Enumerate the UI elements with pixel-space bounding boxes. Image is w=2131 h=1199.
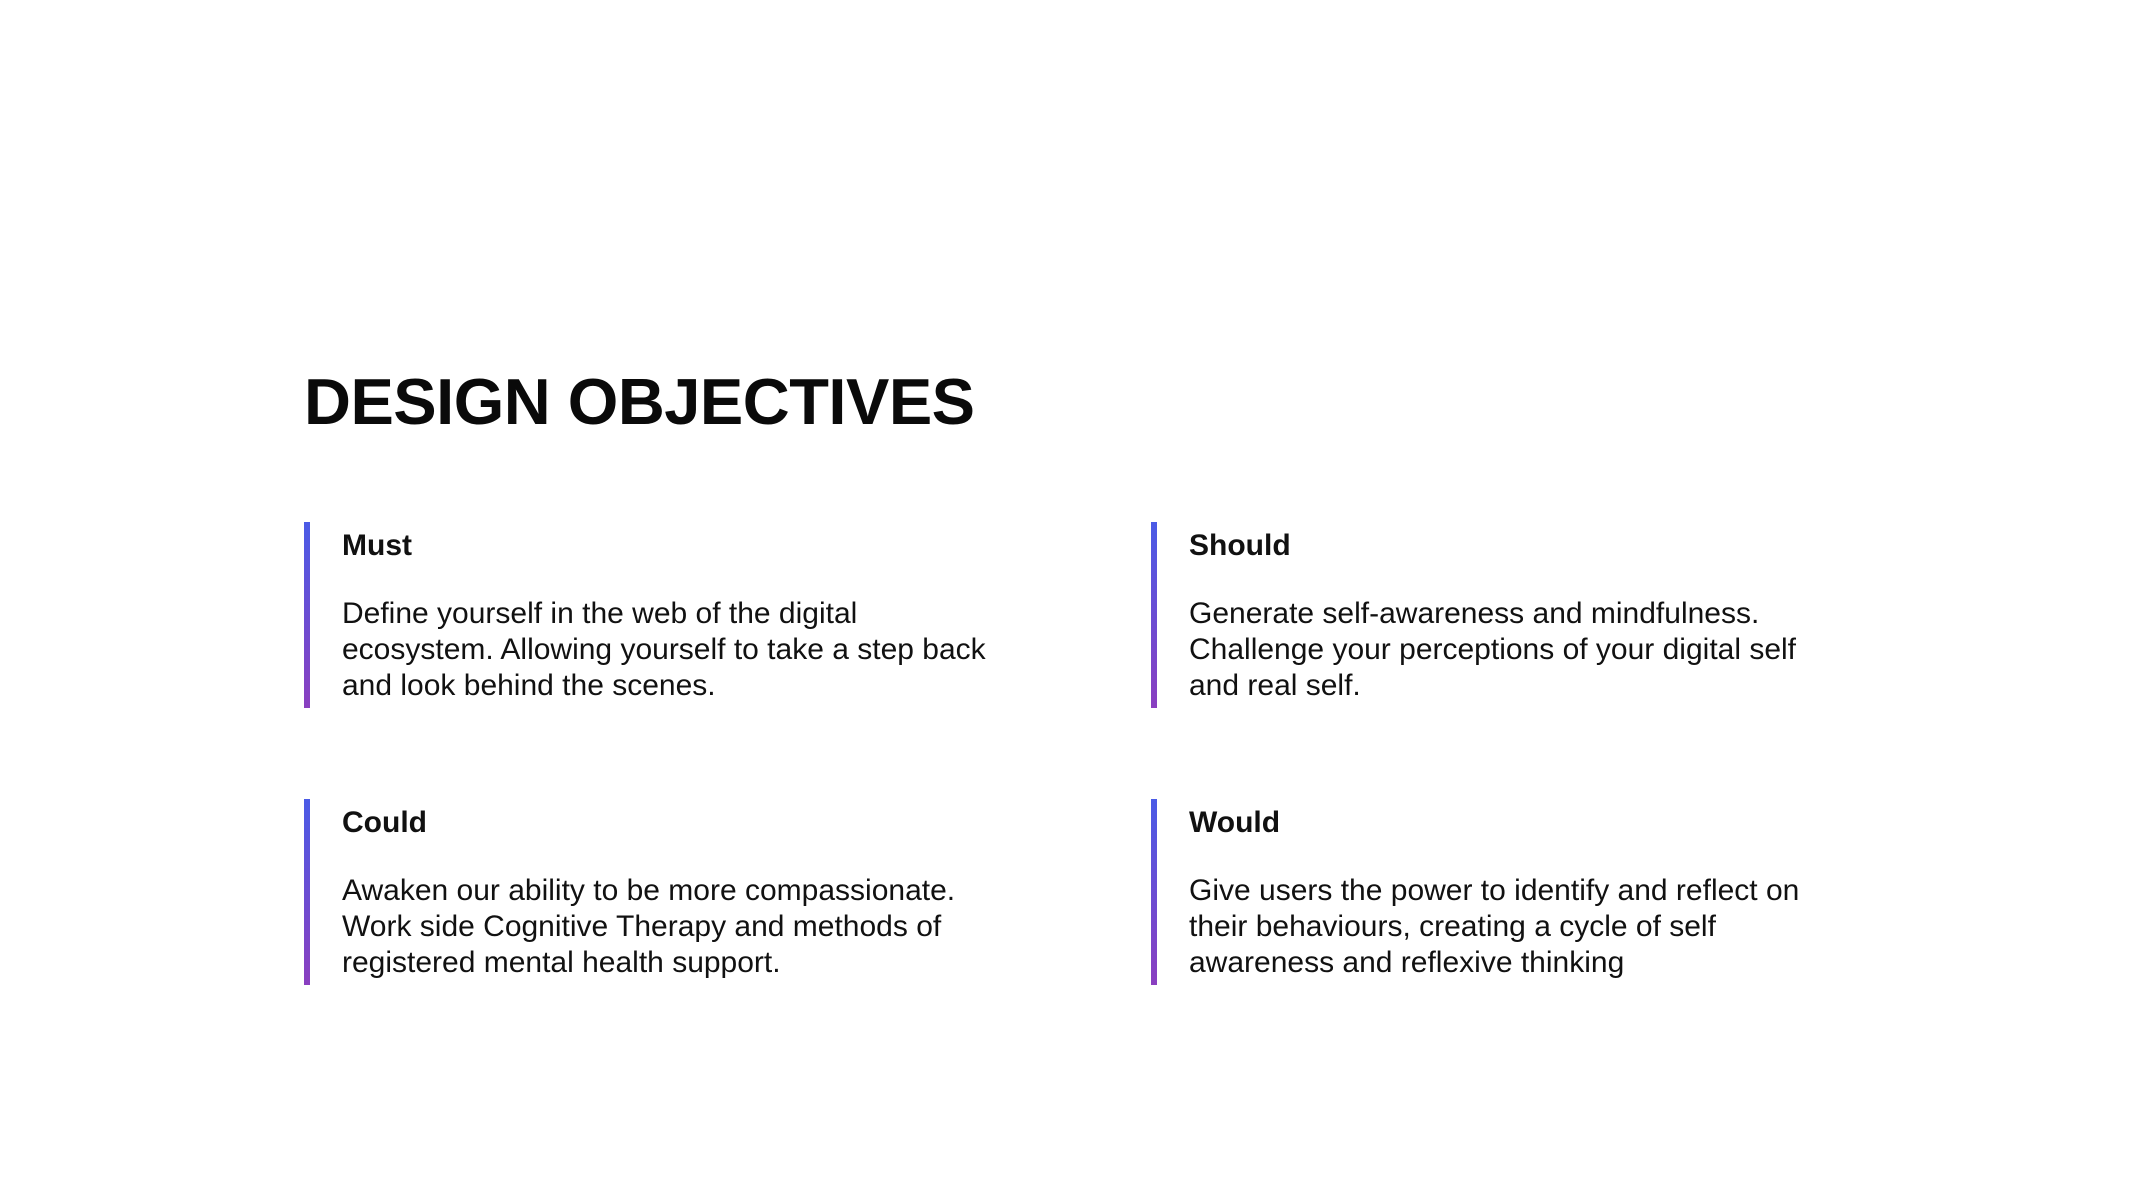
accent-bar	[304, 522, 310, 708]
objective-heading: Should	[1189, 529, 1291, 562]
accent-bar	[1151, 799, 1157, 985]
objective-description-line: their behaviours, creating a cycle of self	[1189, 910, 1716, 943]
objective-should	[1151, 522, 1871, 708]
objective-description-line: Generate self-awareness and mindfulness.	[1189, 597, 1760, 630]
objective-description-line: and real self.	[1189, 669, 1361, 702]
accent-bar	[1151, 522, 1157, 708]
objective-heading: Would	[1189, 806, 1281, 839]
objective-description-line: awareness and reflexive thinking	[1189, 946, 1625, 979]
objective-description-line: Work side Cognitive Therapy and methods of	[342, 910, 942, 943]
objective-description	[342, 596, 1022, 704]
page-title: DESIGN OBJECTIVES	[304, 365, 975, 438]
objective-description-line: Define yourself in the web of the digital	[342, 597, 858, 630]
objective-could	[304, 799, 1024, 985]
objective-description	[1189, 873, 1869, 981]
objective-heading: Could	[342, 806, 427, 839]
objective-description-line: ecosystem. Allowing yourself to take a step back	[342, 633, 986, 666]
objective-description-line: registered mental health support.	[342, 946, 781, 979]
objective-description	[1189, 596, 1869, 704]
objective-description	[342, 873, 1022, 981]
objective-description-line: Challenge your perceptions of your digital self	[1189, 633, 1797, 666]
accent-bar	[304, 799, 310, 985]
objective-would	[1151, 799, 1871, 985]
objective-heading: Must	[342, 529, 412, 562]
objective-must	[304, 522, 1024, 708]
objective-description-line: Awaken our ability to be more compassionate.	[342, 874, 956, 907]
objective-description-line: Give users the power to identify and reflect on	[1189, 874, 1800, 907]
objective-description-line: and look behind the scenes.	[342, 669, 716, 702]
